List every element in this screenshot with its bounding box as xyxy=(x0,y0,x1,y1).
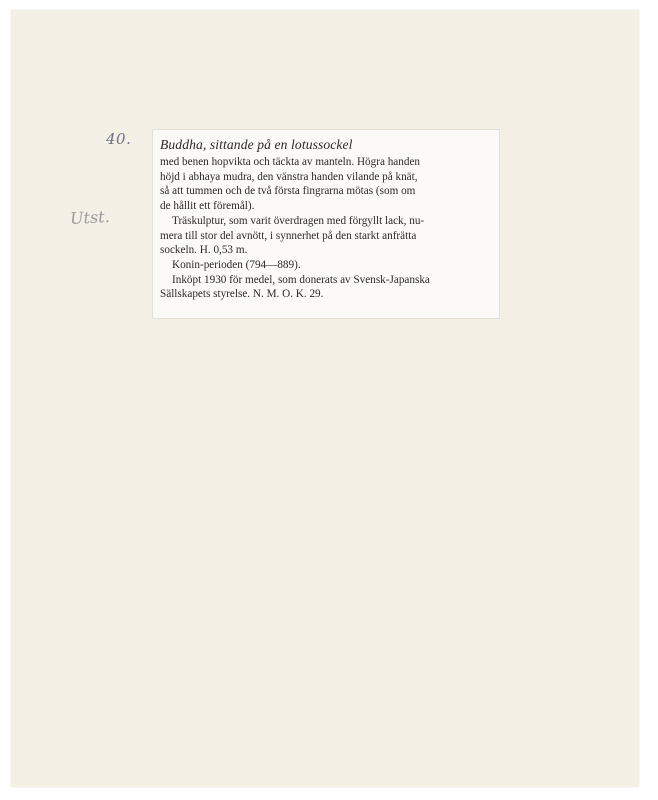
entry-line: mera till stor del avnött, i synnerhet på den starkt anfrätta xyxy=(160,229,417,242)
catalog-entry-clipping xyxy=(152,129,500,319)
entry-line: höjd i abhaya mudra, den vänstra handen vilande på knät, xyxy=(160,170,418,183)
entry-line: så att tummen och de två första fingrarna mötas (som om xyxy=(160,185,416,198)
entry-line: med benen hopvikta och täckta av manteln. Högra handen xyxy=(160,156,421,168)
entry-line: Konin-perioden (794—889). xyxy=(172,258,301,271)
entry-line: de hållit ett föremål). xyxy=(160,200,255,213)
entry-line: Inköpt 1930 för medel, som donerats av Svensk-Japanska xyxy=(172,273,430,286)
paper-sheet xyxy=(11,10,639,787)
entry-line: Träskulptur, som varit överdragen med förgyllt lack, nu- xyxy=(172,214,425,227)
entry-title: Buddha, sittande på en lotussockel xyxy=(160,137,353,152)
entry-line: sockeln. H. 0,53 m. xyxy=(160,244,248,257)
entry-line: Sällskapets styrelse. N. M. O. K. 29. xyxy=(160,288,324,301)
handwritten-catalog-number: 40. xyxy=(106,130,132,148)
handwritten-note: Utst. xyxy=(69,206,111,229)
